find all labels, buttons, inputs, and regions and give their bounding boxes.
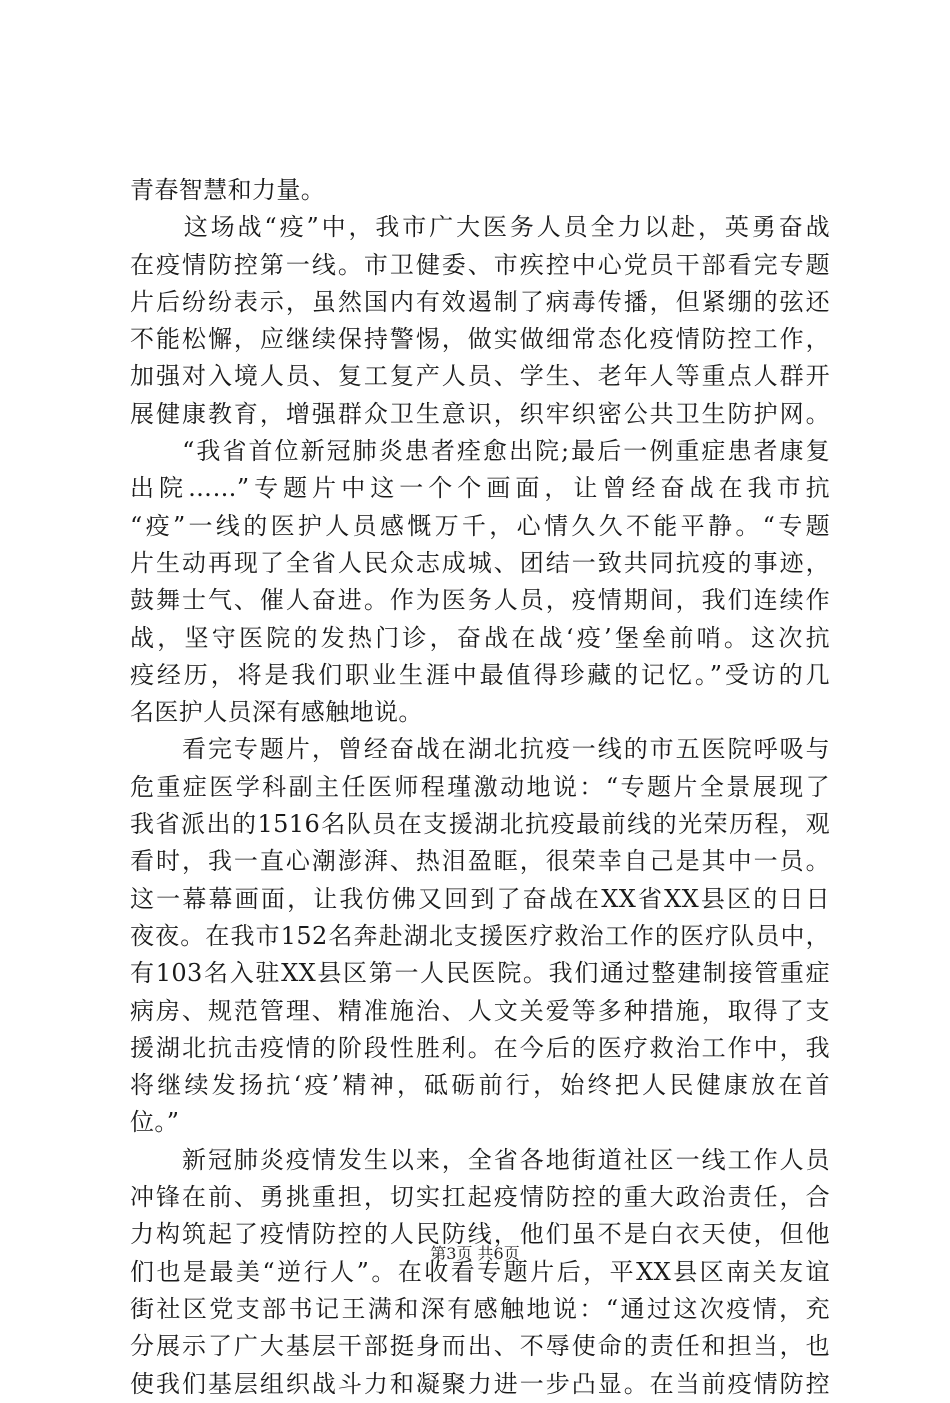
text-line: 位。” xyxy=(130,1108,180,1137)
text-line: 分展示了广大基层干部挺身而出、不辱使命的责任和担当，也 xyxy=(130,1332,830,1361)
text-line: 冲锋在前、勇挑重担，切实扛起疫情防控的重大政治责任，合 xyxy=(130,1183,830,1212)
text-line: 们也是最美“逆行人”。在收看专题片后，平XX县区南关友谊 xyxy=(130,1257,830,1286)
text-line: 病房、规范管理、精准施治、人文关爱等多种措施，取得了支 xyxy=(130,996,830,1025)
text-line: 鼓舞士气、催人奋进。作为医务人员，疫情期间，我们连续作 xyxy=(130,586,830,615)
text-line: 夜夜。在我市152名奔赴湖北支援医疗救治工作的医疗队员中， xyxy=(130,921,830,950)
text-line: 片生动再现了全省人民众志成城、团结一致共同抗疫的事迹， xyxy=(130,548,830,577)
text-line: 出院……”专题片中这一个个画面，让曾经奋战在我市抗 xyxy=(130,474,830,503)
text-line: 新冠肺炎疫情发生以来，全省各地街道社区一线工作人员 xyxy=(130,1145,830,1174)
text-line: 力构筑起了疫情防控的人民防线，他们虽不是白衣天使，但他 xyxy=(130,1220,830,1249)
text-line: 街社区党支部书记王满和深有感触地说：“通过这次疫情，充 xyxy=(130,1294,830,1323)
text-line: 不能松懈，应继续保持警惕，做实做细常态化疫情防控工作， xyxy=(130,325,830,354)
text-line: 在疫情防控第一线。市卫健委、市疾控中心党员干部看完专题 xyxy=(130,250,830,279)
text-line: 援湖北抗击疫情的阶段性胜利。在今后的医疗救治工作中，我 xyxy=(130,1033,830,1062)
text-line: 加强对入境人员、复工复产人员、学生、老年人等重点人群开 xyxy=(130,362,830,391)
text-line: 这场战“疫”中，我市广大医务人员全力以赴，英勇奋战 xyxy=(130,213,830,242)
text-line: 名医护人员深有感触地说。 xyxy=(130,698,423,727)
text-line: 这一幕幕画面，让我仿佛又回到了奋战在XX省XX县区的日日 xyxy=(130,884,830,913)
page-number-footer: 第3页 共6页 xyxy=(430,1244,520,1263)
text-line: 片后纷纷表示，虽然国内有效遏制了病毒传播，但紧绷的弦还 xyxy=(130,287,830,316)
text-line: 看完专题片，曾经奋战在湖北抗疫一线的市五医院呼吸与 xyxy=(130,735,830,764)
text-line: 使我们基层组织战斗力和凝聚力进一步凸显。在当前疫情防控 xyxy=(130,1369,830,1398)
text-line: 青春智慧和力量。 xyxy=(130,176,326,204)
text-line: 疫经历，将是我们职业生涯中最值得珍藏的记忆。”受访的几 xyxy=(130,660,830,689)
text-line: 将继续发扬抗‘疫’精神，砥砺前行，始终把人民健康放在首 xyxy=(130,1071,830,1100)
text-line: 看时，我一直心潮澎湃、热泪盈眶，很荣幸自己是其中一员。 xyxy=(130,847,830,876)
text-line: “我省首位新冠肺炎患者痊愈出院;最后一例重症患者康复 xyxy=(130,437,830,466)
text-line: 危重症医学科副主任医师程瑾激动地说：“专题片全景展现了 xyxy=(130,772,830,801)
text-line: 我省派出的1516名队员在支援湖北抗疫最前线的光荣历程，观 xyxy=(130,810,830,839)
text-line: 展健康教育，增强群众卫生意识，织牢织密公共卫生防护网。 xyxy=(130,399,830,428)
text-line: 有103名入驻XX县区第一人民医院。我们通过整建制接管重症 xyxy=(130,959,830,988)
text-line: 战，坚守医院的发热门诊，奋战在战‘疫’堡垒前哨。这次抗 xyxy=(130,623,830,652)
text-line: “疫”一线的医护人员感慨万千，心情久久不能平静。“专题 xyxy=(130,511,830,540)
body-text xyxy=(130,172,830,1403)
